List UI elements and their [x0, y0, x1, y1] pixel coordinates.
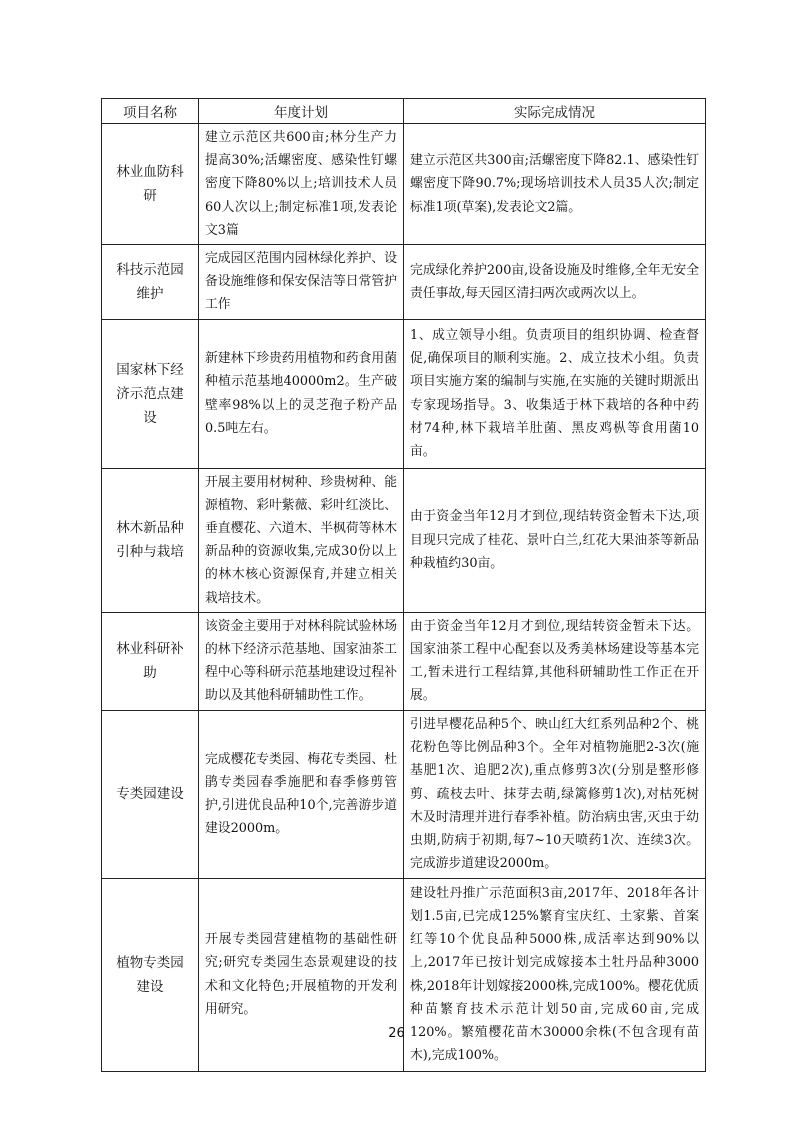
header-row: [102, 99, 706, 124]
actual-completion-cell: 由于资金当年12月才到位,现结转资金暂未下达。国家油茶工程中心配套以及秀美林场建设等基本完工,暂未进行工程结算,其他科研辅助性工作正在开展。: [404, 612, 706, 710]
table-row: [102, 319, 706, 468]
project-name-cell: 国家林下经济示范点建设: [102, 319, 199, 468]
table-row: [102, 710, 706, 878]
table-row: [102, 245, 706, 320]
actual-completion-cell: 完成绿化养护200亩,设备设施及时维修,全年无安全责任事故,每天园区清扫两次或两次以上。: [404, 245, 706, 320]
table-row: [102, 468, 706, 612]
page-number: 26: [388, 1026, 405, 1041]
project-name-cell: 林木新品种引种与栽培: [102, 468, 199, 612]
annual-plan-cell: 新建林下珍贵药用植物和药食用菌种植示范基地40000m2。生产破壁率98%以上的灵芝孢子粉产品0.5吨左右。: [199, 319, 404, 468]
table-header: [102, 99, 706, 124]
project-name-cell: 林业科研补助: [102, 612, 199, 710]
project-name-cell: 专类园建设: [102, 710, 199, 878]
actual-completion-cell: 建立示范区共300亩;活螺密度下降82.1、感染性钉螺密度下降90.7%;现场培训技术人员35人次;制定标准1项(草案),发表论文2篇。: [404, 124, 706, 245]
annual-plan-cell: 建立示范区共600亩;林分生产力提高30%;活螺密度、感染性钉螺密度下降80%以上;培训技术人员60人次以上;制定标准1项,发表论文3篇: [199, 124, 404, 245]
actual-completion-cell: 建设牡丹推广示范面积3亩,2017年、2018年各计划1.5亩,已完成125%繁育宝庆红、土家紫、首案红等10个优良品种5000株,成活率达到90%以上,2017年已按计划完成嫁接本土牡丹品种3000株,2018年计划嫁接2000株,完成100%。樱花优质种苗繁育技术示范计划50亩,完成60亩,完成120%。繁殖樱花苗木30000余株(不包含现有苗木),完成100%。: [404, 878, 706, 1071]
actual-completion-cell: 1、成立领导小组。负责项目的组织协调、检查督促,确保项目的顺利实施。2、成立技术小组。负责项目实施方案的编制与实施,在实施的关键时期派出专家现场指导。3、收集适于林下栽培的各种中药材74种,林下栽培羊肚菌、黑皮鸡枞等食用菌10亩。: [404, 319, 706, 468]
project-name-cell: 植物专类园建设: [102, 878, 199, 1071]
project-name-cell: 林业血防科研: [102, 124, 199, 245]
table-row: [102, 878, 706, 1071]
header-project-name: 项目名称: [102, 99, 199, 124]
actual-completion-cell: 由于资金当年12月才到位,现结转资金暂未下达,项目现只完成了桂花、景叶白兰,红花大果油茶等新品种栽植约30亩。: [404, 468, 706, 612]
table-row: [102, 124, 706, 245]
annual-plan-cell: 该资金主要用于对林科院试验林场的林下经济示范基地、国家油茶工程中心等科研示范基地建设过程补助以及其他科研辅助性工作。: [199, 612, 404, 710]
table-body: [102, 124, 706, 1072]
annual-plan-cell: 开展主要用材树种、珍贵树种、能源植物、彩叶紫薇、彩叶红淡比、垂直樱花、六道木、半枫荷等林木新品种的资源收集,完成30份以上的林木核心资源保育,并建立相关栽培技术。: [199, 468, 404, 612]
actual-completion-cell: 引进早樱花品种5个、映山红大红系列品种2个、桃花粉色等比例品种3个。全年对植物施肥2-3次(施基肥1次、追肥2次),重点修剪3次(分别是整形修剪、疏枝去叶、抹芽去萌,绿篱修剪1次),对枯死树木及时清理并进行春季补植。防治病虫害,灭虫于幼虫期,防病于初期,每7~10天喷药1次、连续3次。完成游步道建设2000m。: [404, 710, 706, 878]
table-row: [102, 612, 706, 710]
work-plan-table: [101, 98, 706, 1072]
annual-plan-cell: 完成樱花专类园、梅花专类园、杜鹃专类园春季施肥和春季修剪管护,引进优良品种10个,完善游步道建设2000m。: [199, 710, 404, 878]
project-name-cell: 科技示范园维护: [102, 245, 199, 320]
header-actual-completion: 实际完成情况: [404, 99, 706, 124]
annual-plan-cell: 开展专类园营建植物的基础性研究;研究专类园生态景观建设的技术和文化特色;开展植物的开发利用研究。: [199, 878, 404, 1071]
header-annual-plan: 年度计划: [199, 99, 404, 124]
annual-plan-cell: 完成园区范围内园林绿化养护、设备设施维修和保安保洁等日常管护工作: [199, 245, 404, 320]
